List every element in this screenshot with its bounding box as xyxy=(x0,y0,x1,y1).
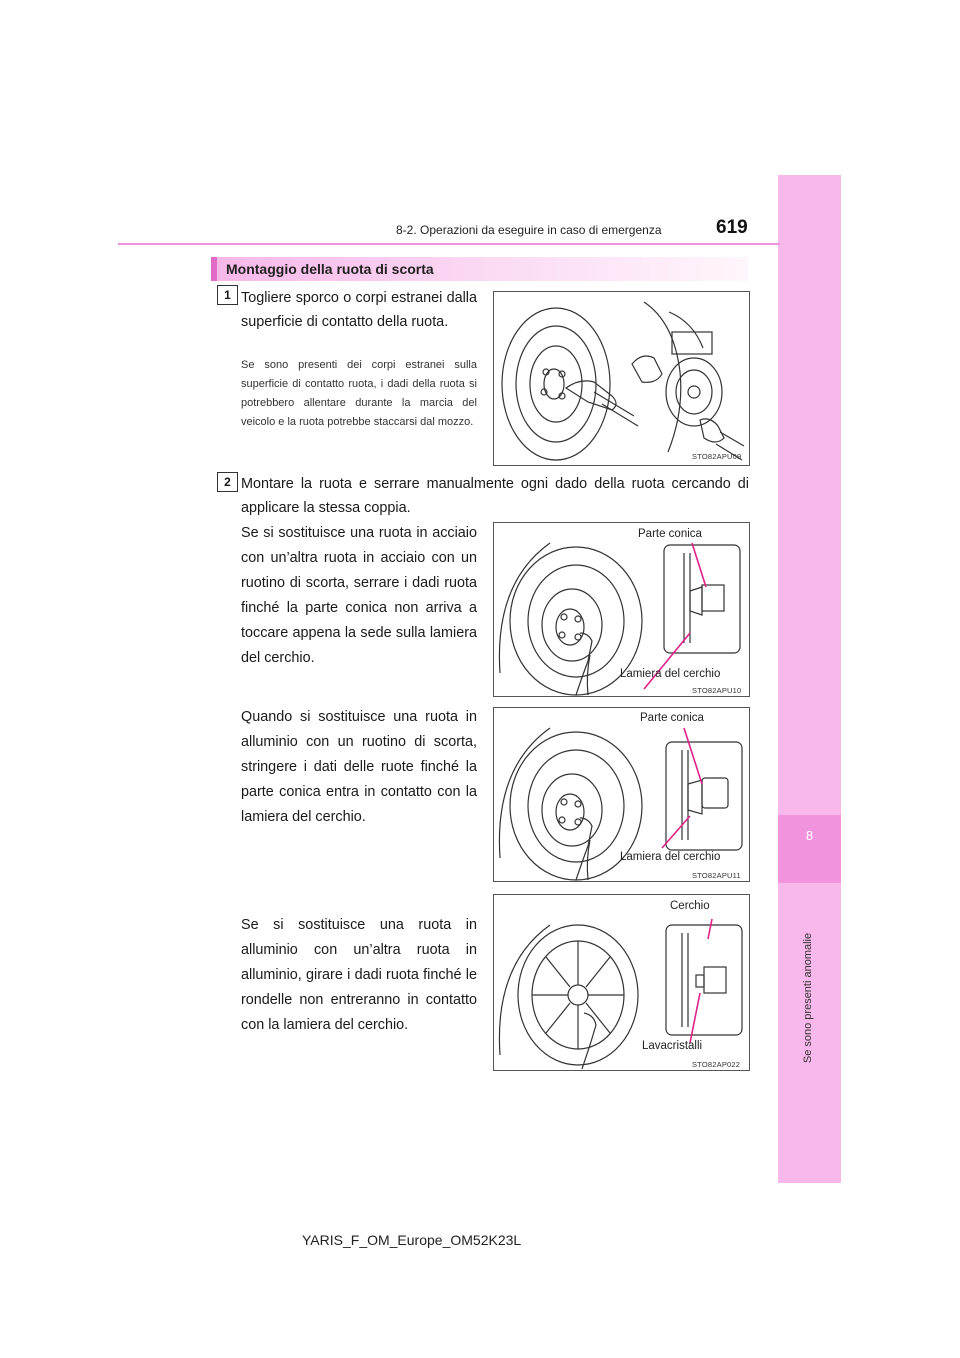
callout-label-top: Parte conica xyxy=(640,712,704,724)
illustration-alloy-washer xyxy=(494,895,749,1070)
figure-steel-to-steel xyxy=(493,522,750,697)
figure-code: STO82AP022 xyxy=(692,1060,741,1069)
document-code: YARIS_F_OM_Europe_OM52K23L xyxy=(302,1232,522,1248)
section-title: Montaggio della ruota di scorta xyxy=(226,261,434,277)
illustration-wheel-cleaning xyxy=(494,292,749,465)
callout-label-bottom: Lavacristalli xyxy=(642,1040,703,1052)
section-title-accent xyxy=(211,257,217,281)
callout-label-bottom: Lamiera del cerchio xyxy=(620,851,721,863)
case-3-text: Se si sostituisce una ruota in alluminio con un’altra ruota in alluminio, girare i dadi ruota finché le rondelle non entreranno in contatto con la lamiera del cerchio. xyxy=(241,917,477,1033)
step-2-text: Montare la ruota e serrare manualmente ogni dado della ruota cercando di applicare la stessa coppia. xyxy=(241,476,749,516)
chapter-number: 8 xyxy=(805,828,814,843)
running-header: 8-2. Operazioni da eseguire in caso di emergenza xyxy=(396,223,662,237)
step-number-1: 1 xyxy=(217,285,238,305)
figure-alloy-to-alloy xyxy=(493,894,750,1071)
chapter-number-tab xyxy=(778,815,841,883)
step-1-note: Se sono presenti dei corpi estranei sulla superficie di contatto ruota, i dadi della ruota si potrebbero allentare durante la marcia del veicolo e la ruota potrebbe staccarsi dal mozzo. xyxy=(241,359,477,428)
case-1-text: Se si sostituisce una ruota in acciaio con un’altra ruota in acciaio con un ruotino di scorta, serrare i dadi ruota finché la parte conica non arriva a toccare appena la sede sulla lamiera del cerchio. xyxy=(241,525,477,666)
chapter-title-text: Se sono presenti anomalie xyxy=(802,932,814,1064)
page-number: 619 xyxy=(716,217,748,238)
callout-label-top: Parte conica xyxy=(638,528,702,540)
header-rule xyxy=(118,243,780,245)
figure-clean-contact-surface xyxy=(493,291,750,466)
case-2-text: Quando si sostituisce una ruota in alluminio con un ruotino di scorta, stringere i dati delle ruote finché la parte conica entra in contatto con la lamiera del cerchio. xyxy=(241,709,477,825)
figure-code: STO82APU09 xyxy=(692,452,742,461)
figure-alloy-to-spare xyxy=(493,707,750,882)
figure-code: STO82APU11 xyxy=(692,871,741,880)
callout-label-top: Cerchio xyxy=(670,900,710,912)
chapter-title-vertical xyxy=(797,888,819,1108)
step-number-2: 2 xyxy=(217,472,238,492)
callout-label-bottom: Lamiera del cerchio xyxy=(620,668,721,680)
figure-code: STO82APU10 xyxy=(692,686,742,695)
step-1-text: Togliere sporco o corpi estranei dalla superficie di contatto della ruota. xyxy=(241,290,477,330)
